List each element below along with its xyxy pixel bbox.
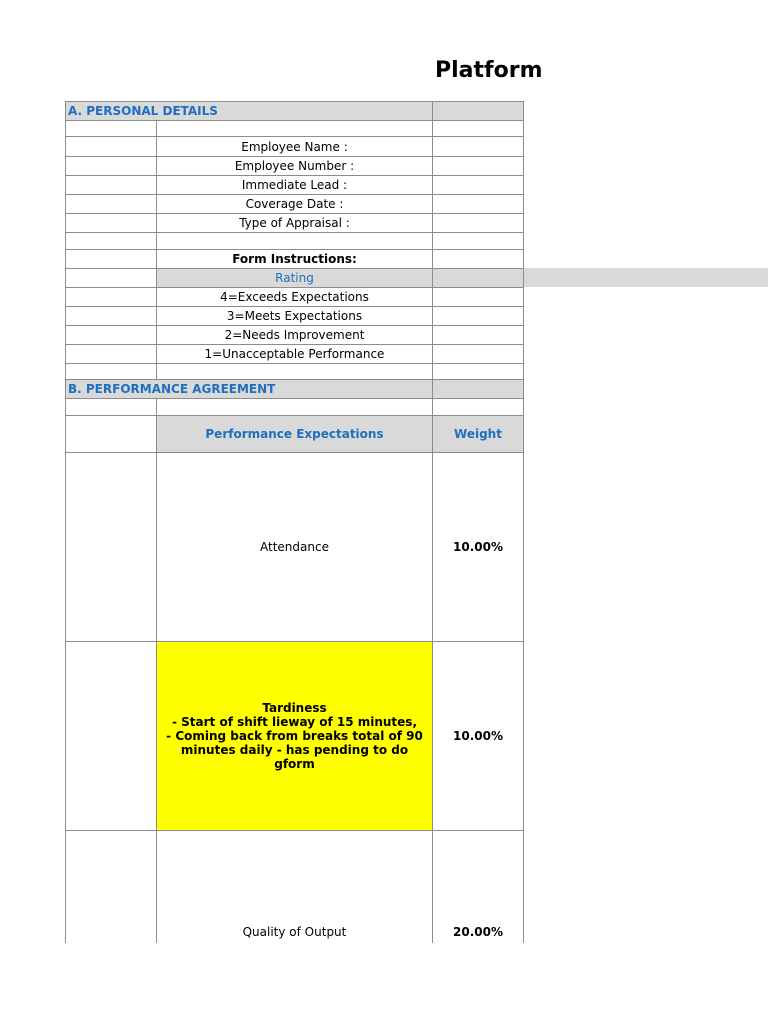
field-value-type-of-appraisal[interactable] — [433, 214, 524, 233]
cell[interactable] — [66, 307, 157, 326]
field-label-employee-number: Employee Number : — [157, 157, 433, 176]
cell[interactable] — [433, 250, 524, 269]
cell[interactable] — [66, 121, 157, 137]
cell[interactable] — [66, 269, 157, 288]
rating-item: 4=Exceeds Expectations — [157, 288, 433, 307]
cell[interactable] — [66, 176, 157, 195]
rating-header: Rating — [157, 269, 433, 288]
cell[interactable] — [66, 233, 157, 250]
cell[interactable] — [66, 642, 157, 831]
cell[interactable] — [157, 399, 433, 416]
cell[interactable] — [157, 233, 433, 250]
field-label-employee-name: Employee Name : — [157, 137, 433, 157]
cell[interactable] — [433, 233, 524, 250]
cell[interactable] — [433, 307, 524, 326]
field-value-immediate-lead[interactable] — [433, 176, 524, 195]
cell[interactable] — [433, 288, 524, 307]
expectation-attendance — [157, 453, 433, 642]
expectation-line: - Start of shift lieway of 15 minutes, — [171, 715, 418, 729]
expectation-line: Quality of Output — [242, 924, 347, 939]
rating-item: 2=Needs Improvement — [157, 326, 433, 345]
field-label-coverage-date: Coverage Date : — [157, 195, 433, 214]
rating-item: 3=Meets Expectations — [157, 307, 433, 326]
field-label-type-of-appraisal: Type of Appraisal : — [157, 214, 433, 233]
rating-header-fill — [433, 269, 524, 288]
cell[interactable] — [433, 399, 524, 416]
cell[interactable] — [66, 364, 157, 380]
cell[interactable] — [157, 121, 433, 137]
cell[interactable] — [66, 453, 157, 642]
cell[interactable] — [66, 214, 157, 233]
field-value-coverage-date[interactable] — [433, 195, 524, 214]
cell[interactable] — [66, 831, 157, 943]
cell[interactable] — [433, 121, 524, 137]
column-header-weight: Weight — [433, 416, 524, 453]
expectation-quality — [157, 831, 433, 943]
expectation-line: - Coming back from breaks total of 90 — [166, 729, 423, 743]
cell[interactable] — [66, 326, 157, 345]
section-a-fill — [433, 102, 524, 121]
cell[interactable] — [66, 416, 157, 453]
appraisal-form-table — [65, 101, 524, 943]
cell[interactable] — [66, 195, 157, 214]
weight-tardiness: 10.00% — [433, 642, 524, 831]
cell[interactable] — [66, 250, 157, 269]
weight-quality: 20.00% — [433, 831, 524, 943]
cell[interactable] — [66, 345, 157, 364]
header-band-extension — [523, 268, 768, 287]
field-value-employee-name[interactable] — [433, 137, 524, 157]
field-value-employee-number[interactable] — [433, 157, 524, 176]
cell[interactable] — [157, 364, 433, 380]
cell[interactable] — [433, 326, 524, 345]
cell[interactable] — [66, 157, 157, 176]
field-label-immediate-lead: Immediate Lead : — [157, 176, 433, 195]
expectation-line: Attendance — [260, 540, 329, 554]
cell[interactable] — [66, 399, 157, 416]
form-instructions-label: Form Instructions: — [157, 250, 433, 269]
cell[interactable] — [66, 288, 157, 307]
cell[interactable] — [433, 345, 524, 364]
section-b-title: B. PERFORMANCE AGREEMENT — [66, 380, 433, 399]
section-b-fill — [433, 380, 524, 399]
column-header-expectations: Performance Expectations — [157, 416, 433, 453]
cell[interactable] — [66, 137, 157, 157]
document-title: Platform — [435, 58, 543, 83]
expectation-line: Tardiness — [262, 701, 327, 715]
weight-attendance: 10.00% — [433, 453, 524, 642]
expectation-tardiness — [157, 642, 433, 831]
rating-item: 1=Unacceptable Performance — [157, 345, 433, 364]
expectation-line: minutes daily - has pending to do gform — [180, 743, 409, 771]
section-a-title: A. PERSONAL DETAILS — [66, 102, 433, 121]
cell[interactable] — [433, 364, 524, 380]
